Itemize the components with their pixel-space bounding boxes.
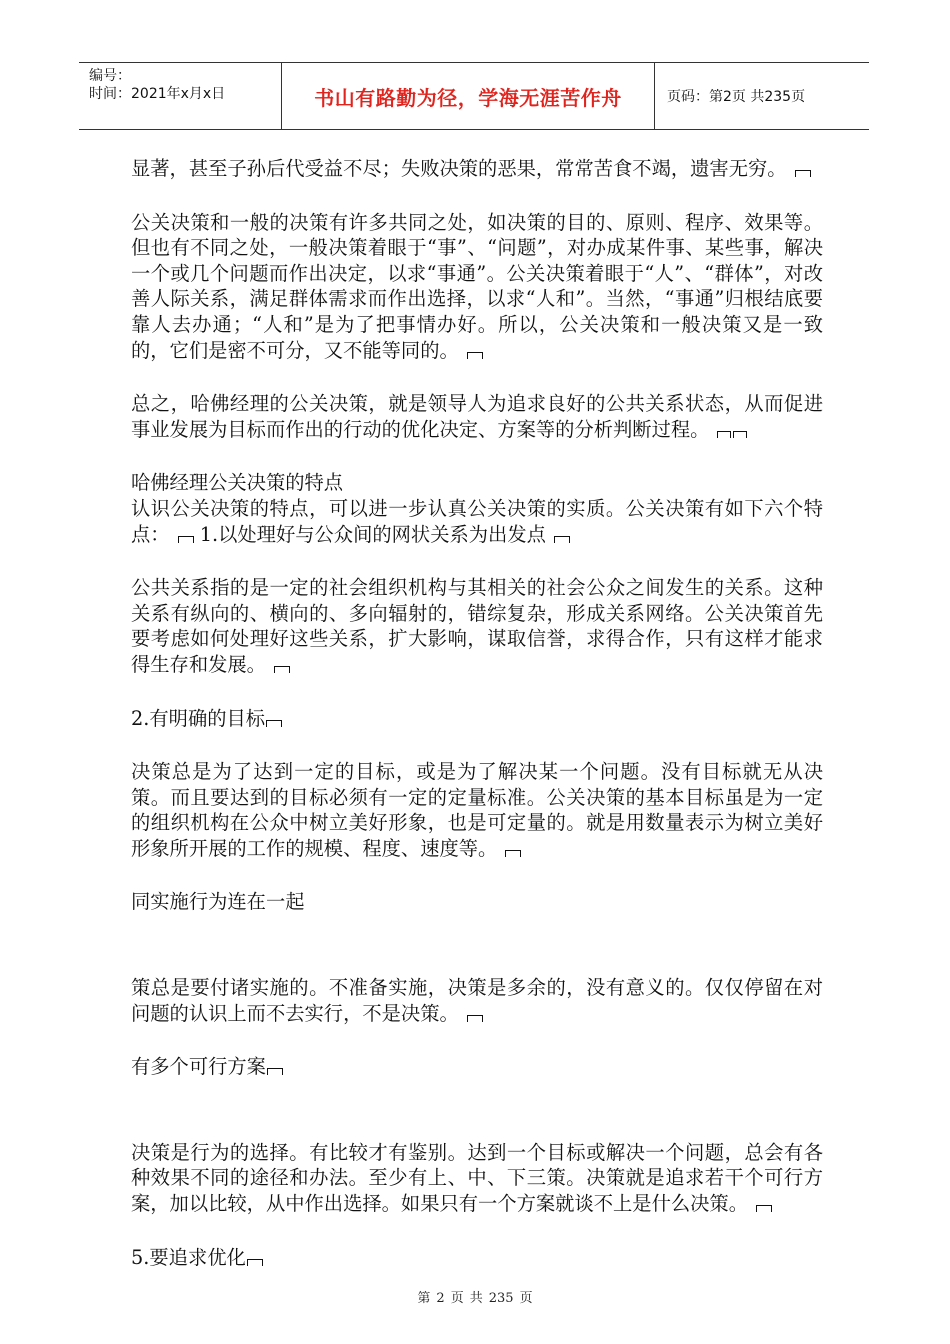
footer-page-number: 2 — [436, 1291, 445, 1306]
paragraph-mark-icon — [267, 1068, 283, 1075]
paragraph-mark-icon — [247, 1259, 263, 1266]
list-heading: 有多个可行方案 — [131, 1054, 823, 1080]
paragraph-mark-icon — [554, 536, 570, 543]
paragraph-mark-icon — [274, 666, 290, 673]
number-label: 编号： — [89, 68, 131, 84]
paragraph: 公共关系指的是一定的社会组织机构与其相关的社会公众之间发生的关系。这种关系有纵向的、横向的、多向辐射的，错综复杂，形成关系网络。公关决策首先要考虑如何处理好这些关系，扩大影响，谋取信誉，求得合作，只有这样才能求得生存和发展。 — [131, 576, 823, 676]
motto-text: 书山有路勤为径，学海无涯苦作舟 — [314, 85, 622, 110]
paragraph-mark-icon — [795, 170, 811, 177]
paragraph: 总之，哈佛经理的公关决策，就是领导人为追求良好的公共关系状态，从而促进事业发展为目标而作出的行动的优化决定、方案等的分析判断过程。 — [131, 392, 823, 441]
section-heading: 哈佛经理公关决策的特点 — [131, 471, 344, 495]
paragraph-mark-icon — [505, 850, 521, 857]
paragraph: 决策总是为了达到一定的目标，或是为了解决某一个问题。没有目标就无从决策。而且要达到的目标必须有一定的定量标准。公关决策的基本目标虽是为一定的组织机构在公众中树立美好形象，也是可定量的。就是用数量表示为树立美好形象所开展的工作的规模、程度、速度等。 — [131, 760, 823, 860]
paragraph: 认识公关决策的特点，可以进一步认真公关决策的实质。公关决策有如下六个特点： 1.以处理好与公众间的网状关系为出发点 — [131, 496, 823, 546]
header-meta — [79, 63, 281, 129]
time-label: 时间：2021年x月x日 — [89, 86, 226, 102]
paragraph-mark-icon — [756, 1205, 772, 1212]
page-header — [79, 62, 869, 130]
paragraph-mark-icon — [733, 431, 747, 438]
paragraph-mark-icon — [717, 431, 731, 438]
list-heading: 5.要追求优化 — [131, 1245, 823, 1271]
page-info-text: 页码：第2页 共235页 — [667, 89, 806, 105]
paragraph: 显著，甚至子孙后代受益不尽；失败决策的恶果，常常苦食不竭，遗害无穷。 — [131, 156, 823, 182]
header-page-info — [655, 63, 869, 129]
paragraph-mark-icon — [266, 720, 282, 727]
paragraph: 策总是要付诸实施的。不准备实施，决策是多余的，没有意义的。仅仅停留在对问题的认识上而不去实行，不是决策。 — [131, 976, 823, 1025]
list-heading: 2.有明确的目标 — [131, 706, 823, 732]
header-motto-cell — [281, 63, 655, 129]
list-heading: 1.以处理好与公众间的网状关系为出发点 — [199, 522, 546, 546]
footer-total-pages: 235 — [488, 1291, 514, 1306]
page-footer: 第 2 页 共 235 页 — [417, 1291, 533, 1306]
paragraph-mark-icon — [178, 536, 194, 543]
paragraph-mark-icon — [467, 352, 483, 359]
paragraph-mark-icon — [467, 1015, 483, 1022]
paragraph: 决策是行为的选择。有比较才有鉴别。达到一个目标或解决一个问题，总会有各种效果不同的途径和办法。至少有上、中、下三策。决策就是追求若干个可行方案，加以比较，从中作出选择。如果只有一个方案就谈不上是什么决策。 — [131, 1140, 823, 1216]
document-body — [131, 156, 823, 1298]
paragraph: 公关决策和一般的决策有许多共同之处，如决策的目的、原则、程序、效果等。但也有不同之处，一般决策着眼于“事”、“问题”，对办成某件事、某些事，解决一个或几个问题而作出决定，以求“事通”。公关决策着眼于“人”、“群体”，对改善人际关系，满足群体需求而作出选择，以求“人和”。当然，“事通”归根结底要靠人去办通；“人和”是为了把事情办好。所以，公关决策和一般决策又是一致的，它们是密不可分，又不能等同的。 — [131, 210, 823, 362]
list-heading: 同实施行为连在一起 — [131, 890, 305, 914]
